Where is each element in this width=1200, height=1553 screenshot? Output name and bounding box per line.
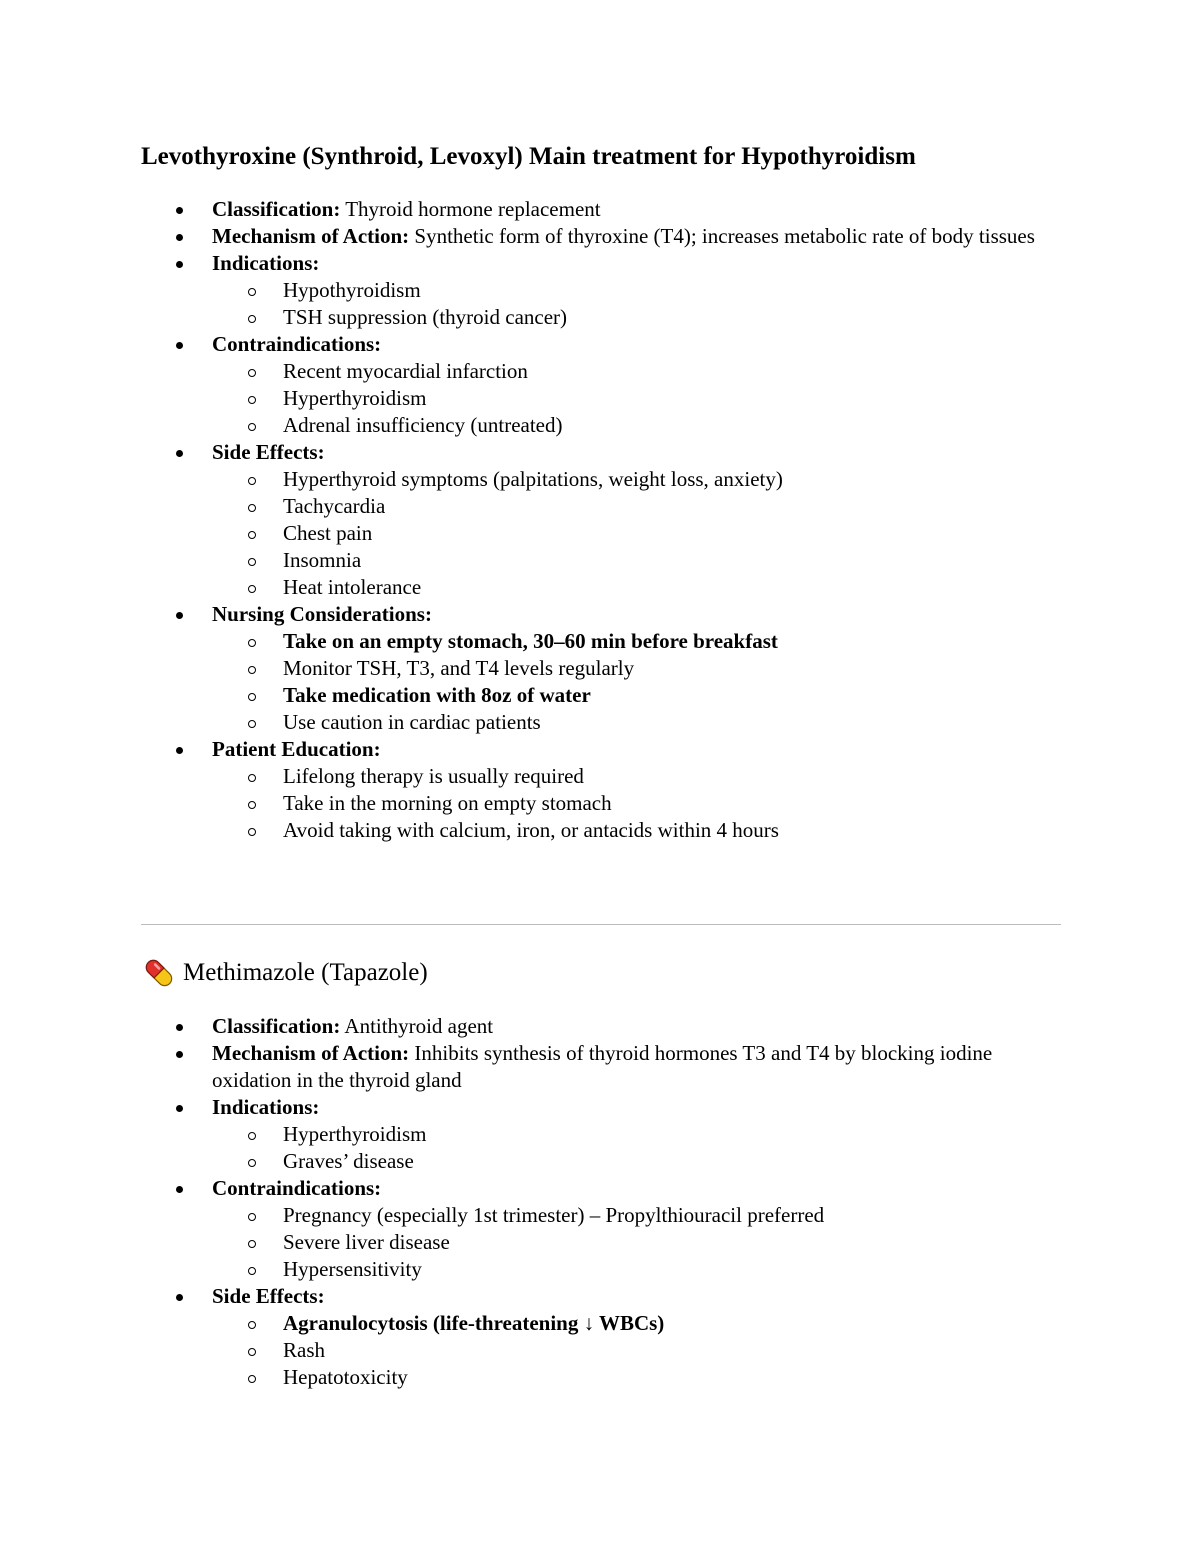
side-effects-item — [141, 1283, 1061, 1391]
mechanism-label: Mechanism of Action: — [212, 224, 410, 248]
classification-label: Classification: — [212, 197, 341, 221]
classification-text: Antithyroid agent — [340, 1014, 494, 1038]
contraindications-list — [212, 1202, 1061, 1283]
nursing-item — [141, 601, 1061, 736]
side-effects-list — [212, 1310, 1061, 1391]
side-effects-label: Side Effects: — [212, 440, 325, 464]
mechanism-text: Synthetic form of thyroxine (T4); increases metabolic rate of body tissues — [409, 224, 1035, 248]
list-item: TSH suppression (thyroid cancer) — [212, 304, 1061, 331]
list-item: Avoid taking with calcium, iron, or antacids within 4 hours — [212, 817, 1061, 844]
indications-label: Indications: — [212, 1095, 320, 1119]
list-item: Use caution in cardiac patients — [212, 709, 1061, 736]
list-item: Rash — [212, 1337, 1061, 1364]
indications-item — [141, 1094, 1061, 1175]
list-item: Heat intolerance — [212, 574, 1061, 601]
classification-label: Classification: — [212, 1014, 341, 1038]
list-item: Take on an empty stomach, 30–60 min before breakfast — [212, 628, 1061, 655]
list-item: Pregnancy (especially 1st trimester) – Propylthiouracil preferred — [212, 1202, 1061, 1229]
indications-list — [212, 1121, 1061, 1175]
contraindications-label: Contraindications: — [212, 332, 382, 356]
list-item: Hyperthyroid symptoms (palpitations, weight loss, anxiety) — [212, 466, 1061, 493]
list-item: Lifelong therapy is usually required — [212, 763, 1061, 790]
contraindications-list — [212, 358, 1061, 439]
side-effects-item — [141, 439, 1061, 601]
list-item: Chest pain — [212, 520, 1061, 547]
indications-label: Indications: — [212, 251, 320, 275]
list-item: Hyperthyroidism — [212, 385, 1061, 412]
classification-item — [141, 196, 1061, 223]
list-item: Insomnia — [212, 547, 1061, 574]
levothyroxine-section — [141, 140, 1061, 844]
list-item: Graves’ disease — [212, 1148, 1061, 1175]
education-label: Patient Education: — [212, 737, 381, 761]
indications-item — [141, 250, 1061, 331]
list-item: Severe liver disease — [212, 1229, 1061, 1256]
classification-text: Thyroid hormone replacement — [340, 197, 601, 221]
list-item: Hypothyroidism — [212, 277, 1061, 304]
list-item: Hypersensitivity — [212, 1256, 1061, 1283]
pill-icon — [141, 955, 177, 991]
contraindications-item — [141, 1175, 1061, 1283]
contraindications-item — [141, 331, 1061, 439]
levothyroxine-heading: Levothyroxine (Synthroid, Levoxyl) Main treatment for Hypothyroidism — [141, 143, 916, 170]
education-item — [141, 736, 1061, 844]
methimazole-details — [141, 1013, 1061, 1391]
list-item: Recent myocardial infarction — [212, 358, 1061, 385]
mechanism-label: Mechanism of Action: — [212, 1041, 410, 1065]
section-divider — [141, 924, 1061, 925]
list-item: Adrenal insufficiency (untreated) — [212, 412, 1061, 439]
list-item: Take in the morning on empty stomach — [212, 790, 1061, 817]
nursing-list — [212, 628, 1061, 736]
list-item: Monitor TSH, T3, and T4 levels regularly — [212, 655, 1061, 682]
education-list — [212, 763, 1061, 844]
list-item: Hyperthyroidism — [212, 1121, 1061, 1148]
nursing-label: Nursing Considerations: — [212, 602, 432, 626]
indications-list — [212, 277, 1061, 331]
list-item: Agranulocytosis (life-threatening ↓ WBCs) — [212, 1310, 1061, 1337]
mechanism-item — [141, 223, 1061, 250]
methimazole-title: Methimazole (Tapazole) — [183, 959, 428, 986]
list-item: Hepatotoxicity — [212, 1364, 1061, 1391]
contraindications-label: Contraindications: — [212, 1176, 382, 1200]
list-item: Tachycardia — [212, 493, 1061, 520]
side-effects-list — [212, 466, 1061, 601]
levothyroxine-details — [141, 196, 1061, 844]
mechanism-text: Inhibits synthesis of thyroid hormones T3 and T4 by blocking iodine oxidation in the thyroid gland — [212, 1041, 993, 1092]
mechanism-item — [141, 1040, 1061, 1094]
classification-item — [141, 1013, 1061, 1040]
list-item: Take medication with 8oz of water — [212, 682, 1061, 709]
methimazole-heading — [141, 955, 1061, 991]
methimazole-section — [141, 955, 1061, 1391]
side-effects-label: Side Effects: — [212, 1284, 325, 1308]
